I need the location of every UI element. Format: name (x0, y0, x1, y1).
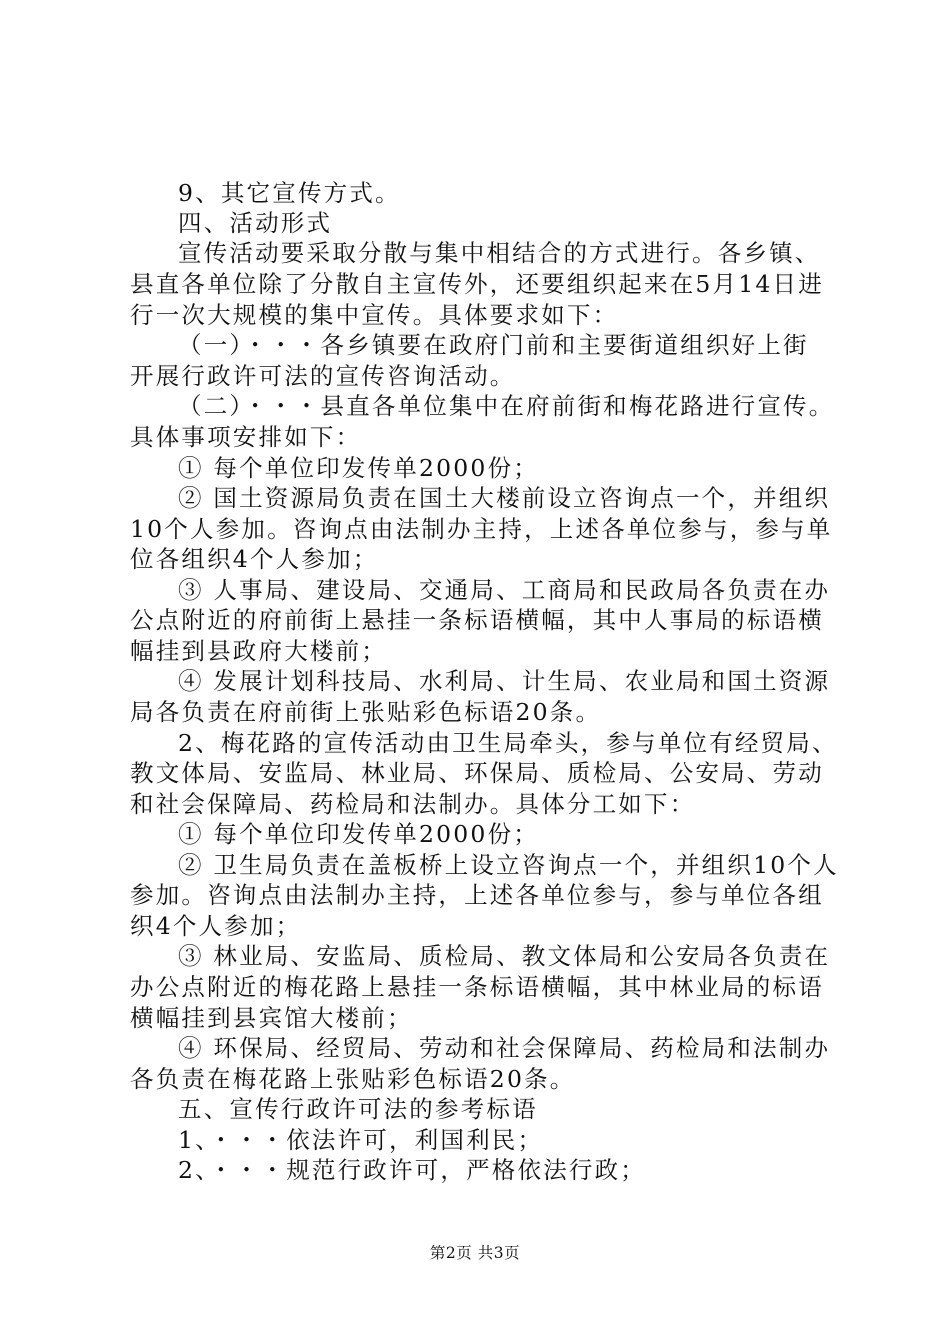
list-item-2-line: 教文体局、安监局、林业局、环保局、质检局、公安局、劳动 (130, 759, 824, 787)
slogan-item-2: 2、・・・规范行政许可，严格依法行政； (178, 1156, 647, 1184)
paragraph-line: 行一次大规模的集中宣传。具体要求如下： (130, 301, 619, 329)
subsection-1-line: （一）・・・各乡镇要在政府门前和主要街道组织好上街 (178, 331, 809, 359)
numbered-item-2-line: 位各组织4个人参加； (130, 545, 379, 573)
numbered-item-4-line: 局各负责在府前街上张贴彩色标语20条。 (130, 698, 602, 726)
numbered-item-1: ① 每个单位印发传单2000份； (178, 820, 539, 848)
numbered-item-3-line: 办公点附近的梅花路上悬挂一条标语横幅，其中林业局的标语 (130, 973, 824, 1001)
paragraph-line: 宣传活动要采取分散与集中相结合的方式进行。各乡镇、 (178, 239, 821, 267)
numbered-item-3: ③ 人事局、建设局、交通局、工商局和民政局各负责在办 (178, 576, 831, 604)
numbered-item-3-line: 公点附近的府前街上悬挂一条标语横幅，其中人事局的标语横 (130, 606, 824, 634)
numbered-item-3-line: 横幅挂到县宾馆大楼前； (130, 1004, 413, 1032)
numbered-item-2: ② 国土资源局负责在国土大楼前设立咨询点一个，并组织 (178, 484, 831, 512)
list-item-2: 2、梅花路的宣传活动由卫生局牵头，参与单位有经贸局、 (178, 729, 838, 757)
numbered-item-2-line: 织4个人参加； (130, 912, 302, 940)
numbered-item-4: ④ 环保局、经贸局、劳动和社会保障局、药检局和法制办 (178, 1034, 831, 1062)
slogan-item-1: 1、・・・依法许可，利国利民； (178, 1126, 544, 1154)
section-heading-5: 五、宣传行政许可法的参考标语 (178, 1095, 538, 1123)
page-footer (0, 1243, 950, 1263)
numbered-item-3: ③ 林业局、安监局、质检局、教文体局和公安局各负责在 (178, 942, 831, 970)
numbered-item-4-line: 各负责在梅花路上张贴彩色标语20条。 (130, 1065, 576, 1093)
numbered-item-3-line: 幅挂到县政府大楼前； (130, 637, 387, 665)
numbered-item-2-line: 10个人参加。咨询点由法制办主持，上述各单位参与，参与单 (130, 515, 833, 543)
numbered-item-2-line: 参加。咨询点由法制办主持，上述各单位参与，参与单位各组 (130, 881, 824, 909)
list-item-9: 9、其它宣传方式。 (178, 179, 401, 207)
page-number-label: 第2页 共3页 (429, 1244, 521, 1262)
list-item-2-line: 和社会保障局、药检局和法制办。具体分工如下： (130, 790, 696, 818)
subsection-2-line: 具体事项安排如下： (130, 423, 362, 451)
paragraph-line: 县直各单位除了分散自主宣传外，还要组织起来在5月14日进 (130, 270, 824, 298)
numbered-item-1: ① 每个单位印发传单2000份； (178, 454, 539, 482)
section-heading-4: 四、活动形式 (178, 209, 333, 237)
subsection-2-line: （二）・・・县直各单位集中在府前街和梅花路进行宣传。 (178, 392, 835, 420)
numbered-item-2: ② 卫生局负责在盖板桥上设立咨询点一个，并组织10个人 (178, 851, 839, 879)
subsection-1-line: 开展行政许可法的宣传咨询活动。 (130, 362, 516, 390)
numbered-item-4: ④ 发展计划科技局、水利局、计生局、农业局和国土资源 (178, 667, 831, 695)
